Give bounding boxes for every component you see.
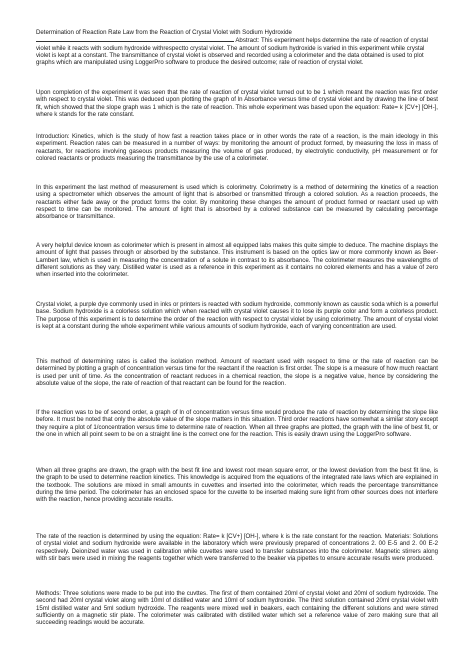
abstract-text: This experiment helps determine the rate of reaction of crystal violet while it reacts with sodium hydroxide withrespectto crystal violet. The amount of sodium hydroxide is varied in this experiment while crystal violet is kept at a constant. The transmittance of crystal violet is observed and recorded using a colorimeter and the data obtained is used to plot graphs which are manipulated using LoggerPro software to produce the desired outcome; rate of reaction of crystal violet. <box>36 37 428 67</box>
paragraph-best-fit: When all three graphs are drawn, the graph with the best fit line and lowest root mean square error, or the lowest deviation from the best fit line, is the graph to be used to determine reaction kinetics. This knowledge is acquired from the equations of the integrated rate laws which are explained in the textbook. The solutions are mixed in small amounts in cuvettes and inserted into the colorimeter, which reads the percentage transmittance during the time period. The colorimeter has an enclosed space for the cuvette to be inserted making sure light from other sources does not interfere with the reaction, hence providing accurate results. <box>36 467 438 504</box>
paragraph-isolation-method: This method of determining rates is called the isolation method. Amount of reactant used with respect to time or the rate of reaction can be determined by plotting a graph of concentration versus time for the reactant if the reaction is first order. The slope is a measure of how much reactant is used per unit of time. As the concentration of reactant reduces in a chemical reaction, the slope is a negative value, hence by considering the absolute value of the slope, the rate of reaction of that reactant can be found for the reaction. <box>36 358 438 388</box>
paragraph-methods: Methods: Three solutions were made to be put into the cuvttes. The first of them contained 20ml of crystal violet and 20ml of sodium hydroxide. The second had 20ml crystal violet along with 10ml of distilled water and 10ml of sodium hydroxide. The third solution contained 20ml crystal violet with 15ml distilled water and 5ml sodium hydroxide. The reagents were mixed well in beakers, each containing the different solutions and were stirred sufficiently on a magnetic stir plate. The colorimeter was calibrated with distilled water which set a reference value of zero making sure that all succeeding readings would be accurate. <box>36 590 438 627</box>
abstract-label: Abstract: <box>235 37 260 45</box>
title-underline <box>36 36 234 42</box>
paragraph-introduction: Introduction: Kinetics, which is the study of how fast a reaction takes place or in other words the rate of a reaction, is the main ideology in this experiment. Reaction rates can be measured in a number of ways: by monitoring the amount of product formed, by measuring the loss in mass of reactants, for reactions involving gaseous products measuring the volume of gas produced, by electrolytic conductivity, pH measurement or for colored reactants or products measuring the transmittance by the use of a colorimeter. <box>36 133 438 163</box>
paragraph-colorimeter: A very helpful device known as colorimeter which is present in almost all equipped labs makes this quite simple to deduce. The machine displays the amount of light that passes through or absorbed by the substance. This instrument is based on the optics law or more commonly known as Beer-Lambert law, which is used in measuring the concentration of a solute in contrast to its absorbance. The colorimeter measures the wavelengths of different solutions as they vary. Distilled water is used as a reference in this experiment as it contains no colored elements and has a value of zero when inserted into the colorimeter. <box>36 242 438 279</box>
paragraph-rate-equation: The rate of the reaction is determined by using the equation: Rate= k [CV+] [OH-], where k is the rate constant for the reaction. Materials: Solutions of crystal violet and sodium hydroxide were available in the laboratory which were previously prepared of concentrations 2. 00 E-5 and 2. 00 E-2 respectively. Deionized water was used in calibration while cuvettes were used to transfer substances into the colorimeter. Magnetic stirrers along with stir bars were used in mixing the reagents together which were transferred to the beaker via pipettes to ensure accurate results were produced. <box>36 533 438 563</box>
document-header <box>36 29 438 67</box>
paragraph-colorimetry: In this experiment the last method of measurement is used which is colorimetry. Colorimetry is a method of determining the kinetics of a reaction using a spectrometer which observes the amount of light that is absorbed or transmitted through a colored solution. As a reaction proceeds, the reactants either fade away or the product forms the color. By monitoring these changes the amount of product formed or reactant used up with respect to time can be monitored. The amount of light that is absorbed by a colored substance can be measured by calculating percentage absorbance or transmittance. <box>36 184 438 221</box>
paragraph-crystal-violet: Crystal violet, a purple dye commonly used in inks or printers is reacted with sodium hydroxide, commonly known as caustic soda which is a powerful base. Sodium hydroxide is a colorless solution which when reacted with crystal violet causes it to lose its purple color and form a colorless product. The purpose of this experiment is to determine the order of the reaction with respect to crystal violet by using colorimetry. The amount of crystal violet is kept at a constant during the whole experiment while various amounts of sodium hydroxide, each of varying concentration are used. <box>36 301 438 331</box>
paragraph-second-order: If the reaction was to be of second order, a graph of ln of concentration versus time would produce the rate of reaction by determining the slope like before. It must be noted that only the absolute value of the slope matters in this situation. Third order reactions have somewhat a similar story except they require a plot of 1/concentration versus time to determine rate of reaction. When all three graphs are plotted, the graph with the line of best fit, or the one in which all point seem to be on a straight line is the correct one for the reaction. This is easily drawn using the LoggerPro software. <box>36 409 438 439</box>
document-title: Determination of Reaction Rate Law from the Reaction of Crystal Violet with Sodium Hydroxide <box>36 29 292 36</box>
paragraph-results: Upon completion of the experiment it was seen that the rate of reaction of crystal violet turned out to be 1 which meant the reaction was first order with respect to crystal violet. This was deduced upon plotting the graph of ln Absorbance versus time of crystal violet and by drawing the line of best fit, which showed that the slope graph was 1 which is the rate of reaction. This whole experiment was based upon the equation: Rate= k [CV+] [OH-], where k stands for the rate constant. <box>36 89 438 119</box>
